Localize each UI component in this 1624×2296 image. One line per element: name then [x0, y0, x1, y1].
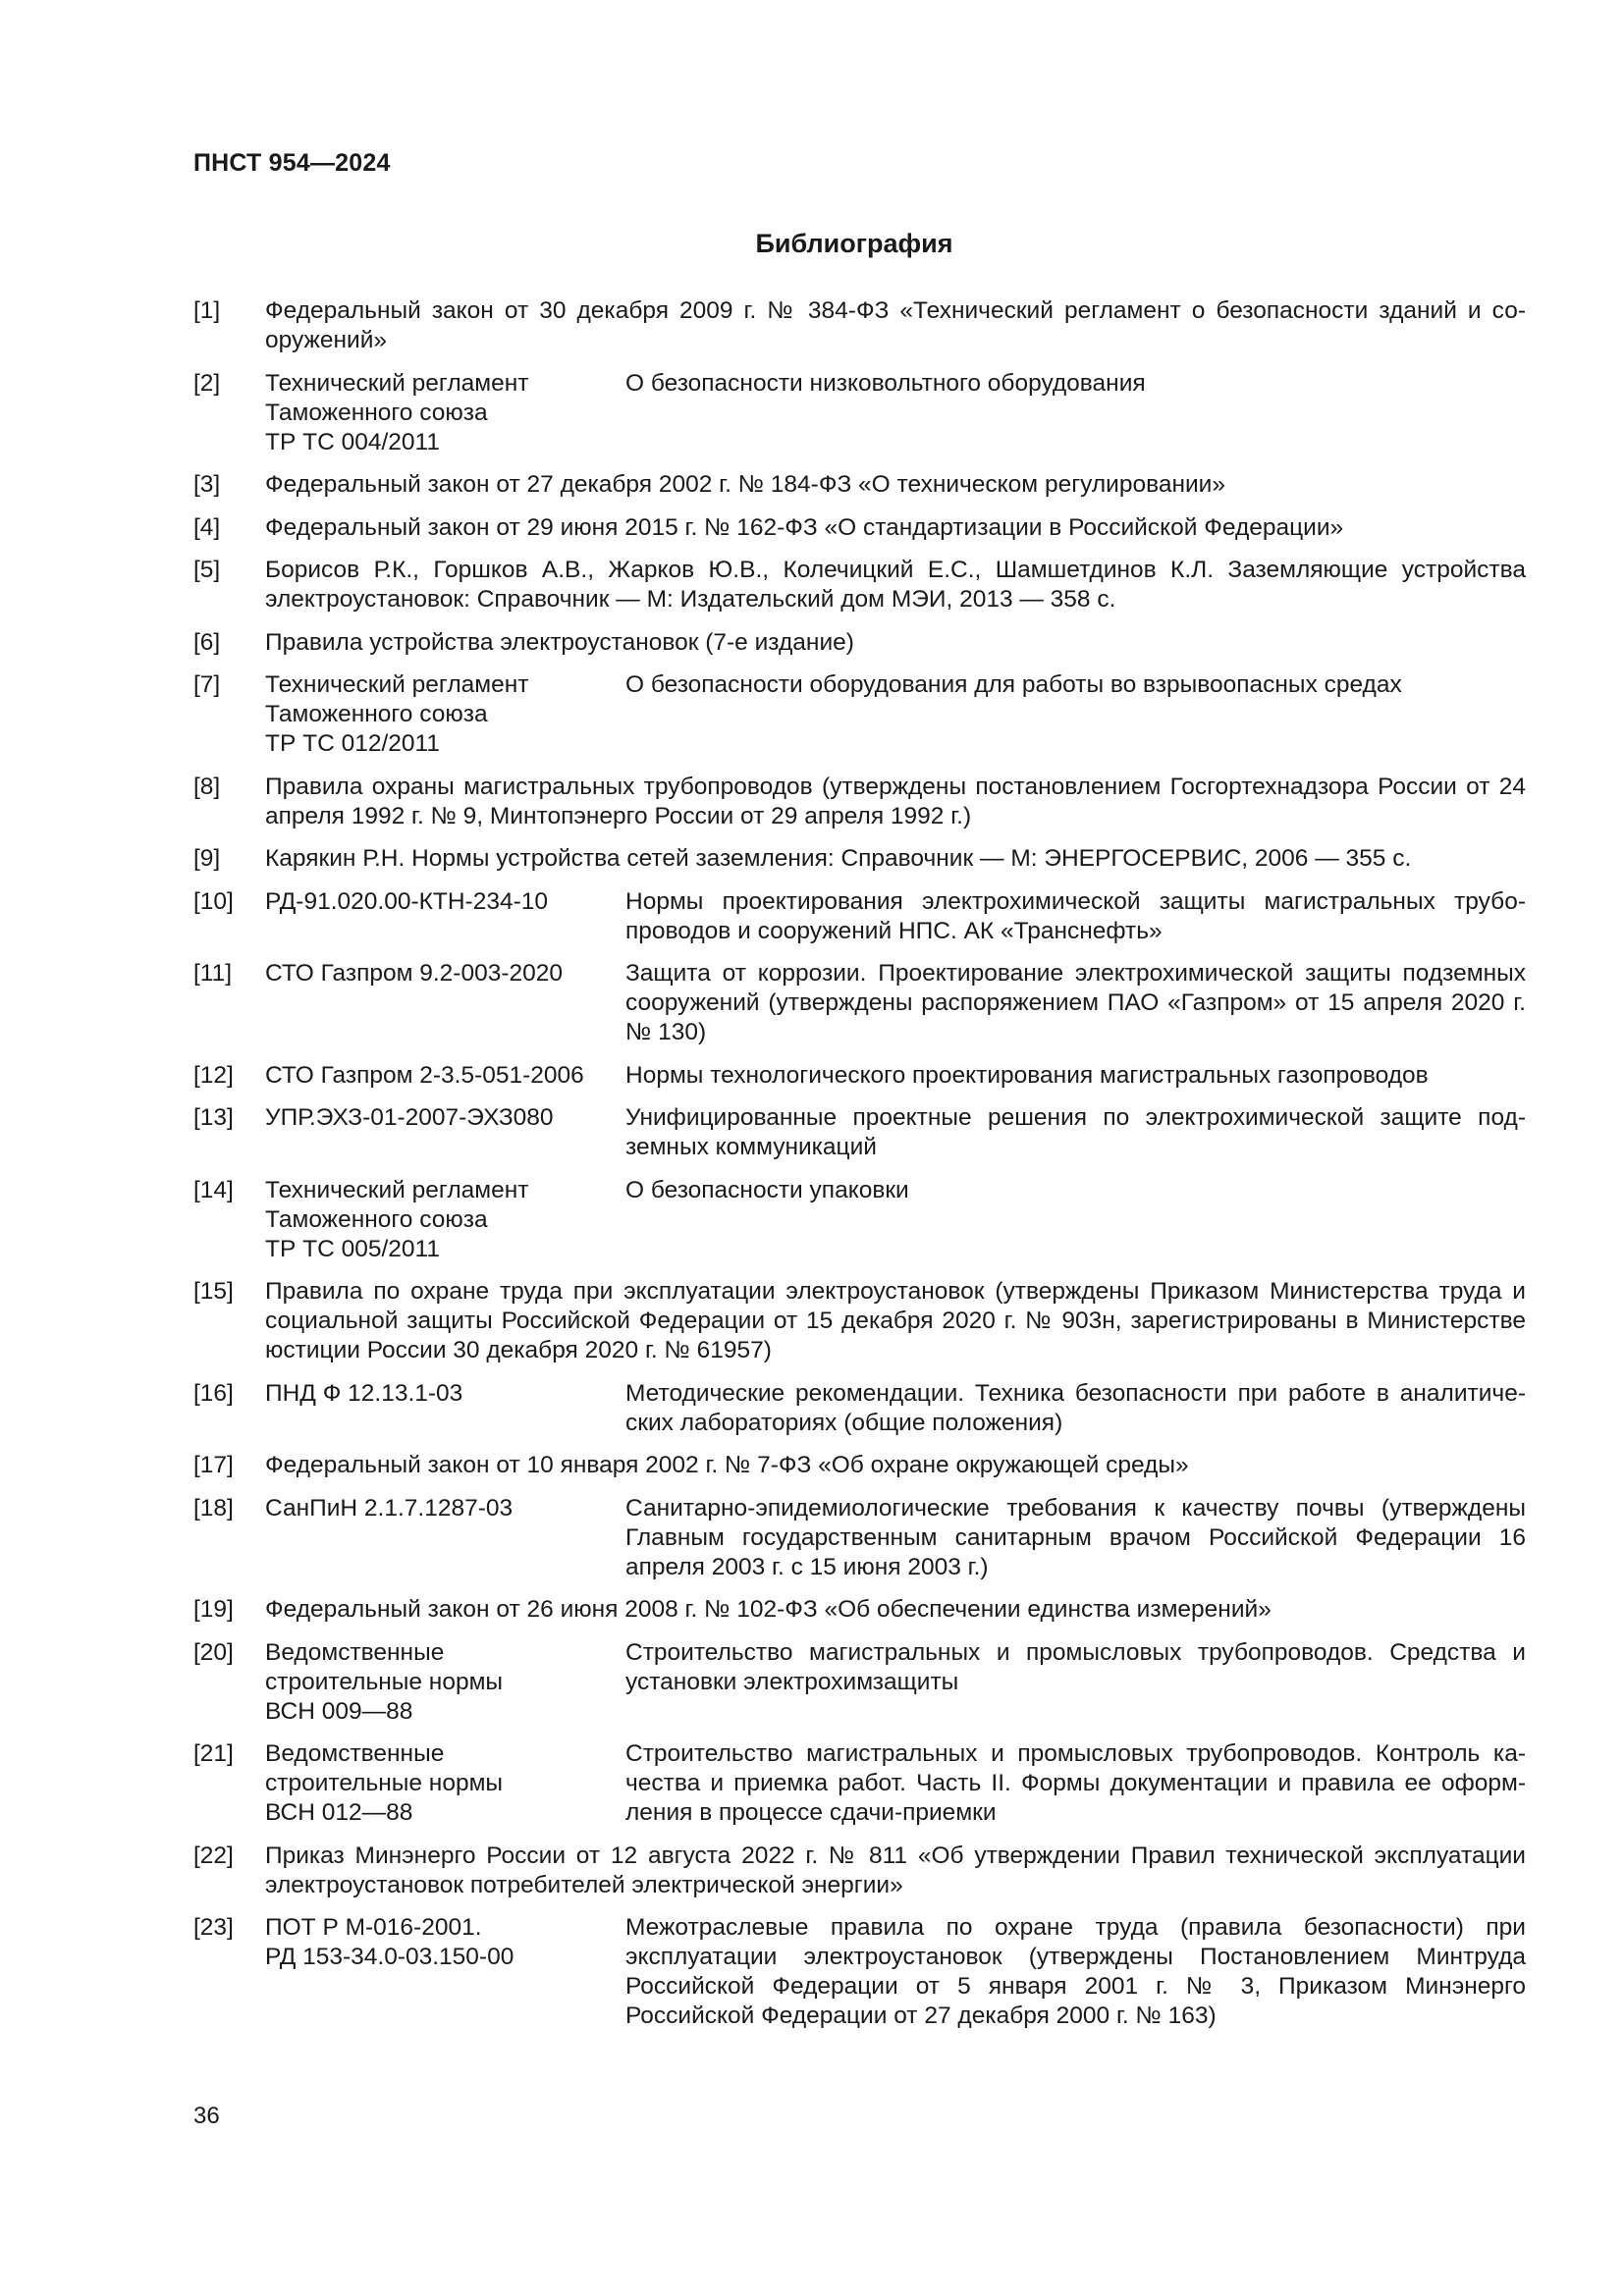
entry-number: [21] [193, 1740, 234, 1767]
designation-line: ПОТ Р М-016-2001. [265, 1914, 482, 1941]
designation-line: СТО Газпром 2-3.5-051-2006 [265, 1061, 584, 1089]
entry-number: [19] [193, 1596, 234, 1623]
designation-line: Технический регламент [265, 369, 529, 397]
entry-title: Строительство магистральных и промысловых трубопроводов. Средства и установки электрохимзащиты [625, 1638, 1526, 1695]
entry-number: [20] [193, 1638, 234, 1666]
entry-number: [11] [193, 960, 233, 987]
designation-line: строительные нормы [265, 1668, 504, 1695]
bibliography-entry [193, 1277, 1526, 1365]
entry-number: [12] [193, 1061, 234, 1089]
designation-line: ТР ТС 005/2011 [265, 1235, 440, 1262]
bibliography-entry [193, 1451, 1526, 1480]
entry-designation [265, 1739, 625, 1828]
bibliography-entry [193, 1913, 1526, 2031]
entry-title: Нормы проектирования электрохимической защиты магистральных трубопроводов и сооружений НПС. АК «Транснефть» [625, 887, 1526, 944]
entry-title: О безопасности оборудования для работы во взрывоопасных средах [625, 671, 1402, 698]
designation-line: Ведомственные [265, 1638, 445, 1666]
designation-line: РД 153-34.0-03.150-00 [265, 1944, 514, 1970]
entry-text: Карякин Р.Н. Нормы устройства сетей заземления: Справочник — М: ЭНЕРГОСЕРВИС, 2006 — 355 с. [265, 845, 1412, 872]
entry-number: [18] [193, 1494, 234, 1522]
entry-number: [8] [193, 773, 221, 800]
bibliography-entry [193, 844, 1526, 874]
entry-designation [265, 1176, 625, 1264]
entry-text: Правила по охране труда при эксплуатации электроустановок (утверждены Приказом Министерства труда и социальной защиты Российской Федерации от 15 декабря 2020 г. № 903н, зарегистрированы в Министерстве юстиции России 30 декабря 2020 г. № 61957) [265, 1278, 1526, 1363]
entry-text: Федеральный закон от 27 декабря 2002 г. № 184-ФЗ «О техническом регулировании» [265, 471, 1225, 498]
bibliography-entry [193, 296, 1526, 355]
bibliography-entry [193, 1595, 1526, 1625]
entry-designation [265, 1494, 625, 1582]
bibliography-list [193, 296, 1526, 2045]
entry-title: Строительство магистральных и промысловых трубопроводов. Контроль качества и приемка работ. Часть II. Формы документации и правила ее оформления в процессе сдачи-приемки [625, 1740, 1526, 1826]
entry-number: [2] [193, 369, 221, 397]
entry-title: Унифицированные проектные решения по электрохимической защите подземных коммуникаций [625, 1104, 1526, 1160]
entry-number: [4] [193, 513, 221, 541]
entry-designation [265, 959, 625, 1047]
bibliography-entry [193, 556, 1526, 614]
bibliography-entry [193, 670, 1526, 759]
entry-designation [265, 1638, 625, 1727]
entry-number: [6] [193, 628, 221, 656]
entry-text: Правила устройства электроустановок (7-е издание) [265, 628, 854, 656]
entry-title: Межотраслевые правила по охране труда (правила безопасности) при эксплуатации электроустановок (утверждены Постановлением Минтруда Российской Федерации от 5 января 2001 г. № 3, Приказом Минэнерго Российской Федерации от 27 декабря 2000 г. № 163) [625, 1914, 1526, 2029]
entry-number: [1] [193, 297, 221, 324]
entry-text: Приказ Минэнерго России от 12 августа 2022 г. № 811 «Об утверждении Правил технической эксплуатации электроустановок потребителей электрической энергии» [265, 1842, 1526, 1898]
bibliography-entry [193, 1842, 1526, 1900]
entry-number: [5] [193, 557, 221, 583]
entry-title: Защита от коррозии. Проектирование электрохимической защиты подземных сооружений (утверждены распоряжением ПАО «Газпром» от 15 апреля 2020 г. № 130) [625, 960, 1526, 1045]
designation-line: ВСН 009—88 [265, 1697, 413, 1725]
bibliography-entry [193, 887, 1526, 946]
designation-line: РД-91.020.00-КТН-234-10 [265, 887, 548, 915]
bibliography-entry [193, 470, 1526, 500]
entry-number: [22] [193, 1842, 234, 1869]
entry-number: [3] [193, 471, 221, 498]
entry-text: Борисов Р.К., Горшков А.В., Жарков Ю.В., Колечицкий Е.С., Шамшетдинов К.Л. Заземляющие устройства электроустановок: Справочник — М: Издательский дом МЭИ, 2013 — 358 с. [265, 557, 1526, 613]
entry-number: [17] [193, 1452, 234, 1478]
entry-designation [265, 1103, 625, 1162]
designation-line: ТР ТС 004/2011 [265, 428, 440, 455]
bibliography-entry [193, 959, 1526, 1047]
entry-title: О безопасности упаковки [625, 1176, 909, 1203]
entry-number: [23] [193, 1914, 234, 1941]
entry-number: [15] [193, 1278, 234, 1305]
bibliography-entry [193, 1739, 1526, 1828]
bibliography-entry [193, 1176, 1526, 1264]
bibliography-title: Библиография [755, 229, 953, 258]
designation-line: ТР ТС 012/2011 [265, 730, 440, 757]
entry-text: Федеральный закон от 30 декабря 2009 г. № 384-ФЗ «Технический регламент о безопасности зданий и сооружений» [265, 297, 1526, 353]
bibliography-entry [193, 1494, 1526, 1582]
designation-line: Таможенного союза [265, 1205, 488, 1233]
document-code: ПНСТ 954—2024 [193, 149, 391, 177]
designation-line: Таможенного союза [265, 399, 488, 426]
bibliography-entry [193, 1638, 1526, 1727]
designation-line: Технический регламент [265, 671, 529, 698]
entry-text: Федеральный закон от 29 июня 2015 г. № 162-ФЗ «О стандартизации в Российской Федерации» [265, 513, 1344, 541]
entry-number: [7] [193, 671, 221, 698]
designation-line: строительные нормы [265, 1770, 504, 1796]
bibliography-entry [193, 1379, 1526, 1438]
designation-line: Таможенного союза [265, 701, 488, 727]
entry-title: Нормы технологического проектирования магистральных газопроводов [625, 1061, 1429, 1089]
designation-line: ПНД Ф 12.13.1-03 [265, 1379, 463, 1407]
entry-number: [14] [193, 1176, 234, 1203]
entry-title: Методические рекомендации. Техника безопасности при работе в аналитических лабораториях (общие положения) [625, 1379, 1526, 1436]
designation-line: ВСН 012—88 [265, 1799, 413, 1826]
designation-line: Ведомственные [265, 1740, 445, 1767]
entry-number: [10] [193, 887, 234, 915]
entry-designation [265, 369, 625, 457]
bibliography-entry [193, 513, 1526, 543]
entry-number: [9] [193, 845, 221, 872]
designation-line: Технический регламент [265, 1176, 529, 1203]
designation-line: СТО Газпром 9.2-003-2020 [265, 960, 564, 987]
entry-designation [265, 1061, 625, 1091]
designation-line: СанПиН 2.1.7.1287-03 [265, 1494, 514, 1522]
entry-designation [265, 887, 625, 946]
page-number: 36 [193, 2103, 220, 2129]
bibliography-entry [193, 628, 1526, 658]
designation-line: УПР.ЭХЗ-01-2007-ЭХЗ080 [265, 1104, 554, 1131]
entry-designation [265, 1379, 625, 1438]
entry-text: Федеральный закон от 10 января 2002 г. № 7-ФЗ «Об охране окружающей среды» [265, 1452, 1189, 1478]
entry-number: [16] [193, 1379, 234, 1407]
entry-title: Санитарно-эпидемиологические требования к качеству почвы (утверждены Главным государственным санитарным врачом Российской Федерации 16 апреля 2003 г. с 15 июня 2003 г.) [625, 1494, 1526, 1580]
entry-number: [13] [193, 1104, 234, 1131]
bibliography-entry [193, 1061, 1526, 1091]
entry-text: Федеральный закон от 26 июня 2008 г. № 102-ФЗ «Об обеспечении единства измерений» [265, 1596, 1272, 1623]
bibliography-entry [193, 1103, 1526, 1162]
bibliography-entry [193, 369, 1526, 457]
bibliography-entry [193, 773, 1526, 831]
entry-title: О безопасности низковольтного оборудования [625, 369, 1146, 397]
entry-text: Правила охраны магистральных трубопроводов (утверждены постановлением Госгортехнадзора России от 24 апреля 1992 г. № 9, Минтопэнерго России от 29 апреля 1992 г.) [265, 773, 1526, 829]
entry-designation [265, 670, 625, 759]
entry-designation [265, 1913, 625, 2031]
